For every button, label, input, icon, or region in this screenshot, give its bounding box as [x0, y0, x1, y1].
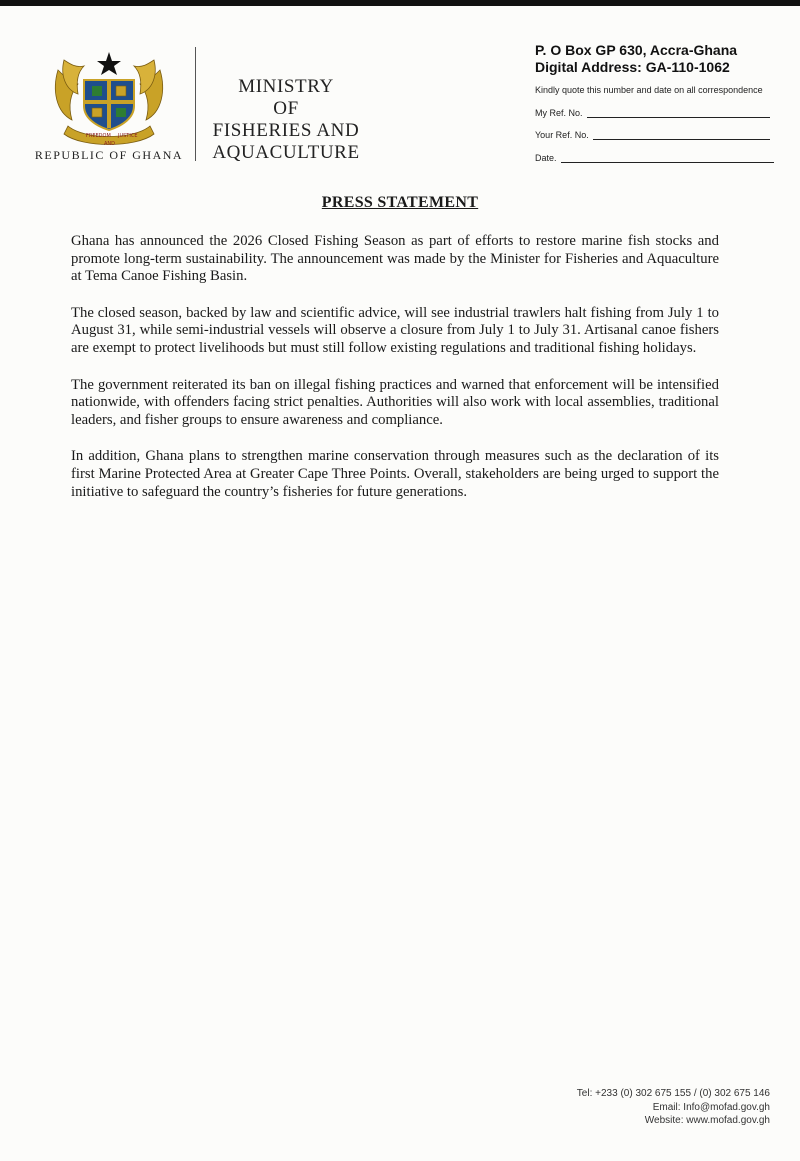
- your-ref-row: [535, 130, 770, 140]
- date-row: [535, 153, 774, 163]
- my-ref-row: [535, 108, 770, 118]
- po-box: P. O Box GP 630, Accra-Ghana: [535, 42, 738, 58]
- statement-body: [71, 233, 719, 520]
- contact-footer: [577, 1087, 770, 1128]
- page-title: PRESS STATEMENT: [321, 194, 479, 211]
- paragraph: Ghana has announced the 2026 Closed Fishing Season as part of efforts to restore marine fish stocks and promote long-term sustainability. The announcement was made by the Minister for Fisheries and Aquaculture at Tema Canoe Fishing Basin.: [71, 233, 719, 285]
- date-line: [561, 154, 774, 163]
- paragraph: The closed season, backed by law and scientific advice, will see industrial trawlers halt fishing from July 1 to August 31, while semi-industrial vessels will observe a closure from July 1 to July 31. Artisanal canoe fishers are exempt to protect livelihoods but must still follow existing regulations and traditional fishing holidays.: [71, 304, 719, 356]
- my-ref-line: [587, 109, 770, 118]
- header-divider: [195, 47, 196, 161]
- crest-motto-bottom: AND: [104, 141, 116, 147]
- republic-label: REPUBLIC OF GHANA: [34, 148, 184, 162]
- address-block: [535, 42, 763, 95]
- footer-email: Email: Info@mofad.gov.gh: [652, 1101, 770, 1113]
- coat-of-arms-icon: [50, 50, 168, 148]
- your-ref-label: Your Ref. No.: [535, 130, 589, 140]
- paragraph: In addition, Ghana plans to strengthen marine conservation through measures such as the declaration of its first Marine Protected Area at Greater Cape Three Points. Overall, stakeholders are being urged to support the initiative to safeguard the country’s fisheries for future generations.: [71, 448, 719, 500]
- crest-motto-left: FREEDOM: [86, 133, 111, 139]
- ministry-name: [203, 76, 369, 164]
- quote-note: Kindly quote this number and date on all correspondence: [535, 85, 763, 95]
- ministry-line: FISHERIES AND: [212, 120, 360, 141]
- crest-motto-right: JUSTICE: [118, 133, 138, 139]
- ministry-line: MINISTRY: [238, 76, 334, 97]
- digital-address: Digital Address: GA-110-1062: [535, 59, 730, 75]
- ministry-line: OF: [273, 98, 299, 119]
- date-label: Date.: [535, 153, 557, 163]
- my-ref-label: My Ref. No.: [535, 108, 583, 118]
- footer-tel: Tel: +233 (0) 302 675 155 / (0) 302 675 146: [576, 1088, 770, 1099]
- footer-website: Website: www.mofad.gov.gh: [644, 1115, 770, 1126]
- paragraph: The government reiterated its ban on illegal fishing practices and warned that enforcement will be intensified nationwide, with offenders facing strict penalties. Authorities will also work with local assemblies, traditional leaders, and fisher groups to ensure awareness and compliance.: [71, 376, 719, 428]
- top-border: [0, 0, 800, 6]
- your-ref-line: [593, 131, 770, 140]
- ministry-line: AQUACULTURE: [212, 142, 360, 163]
